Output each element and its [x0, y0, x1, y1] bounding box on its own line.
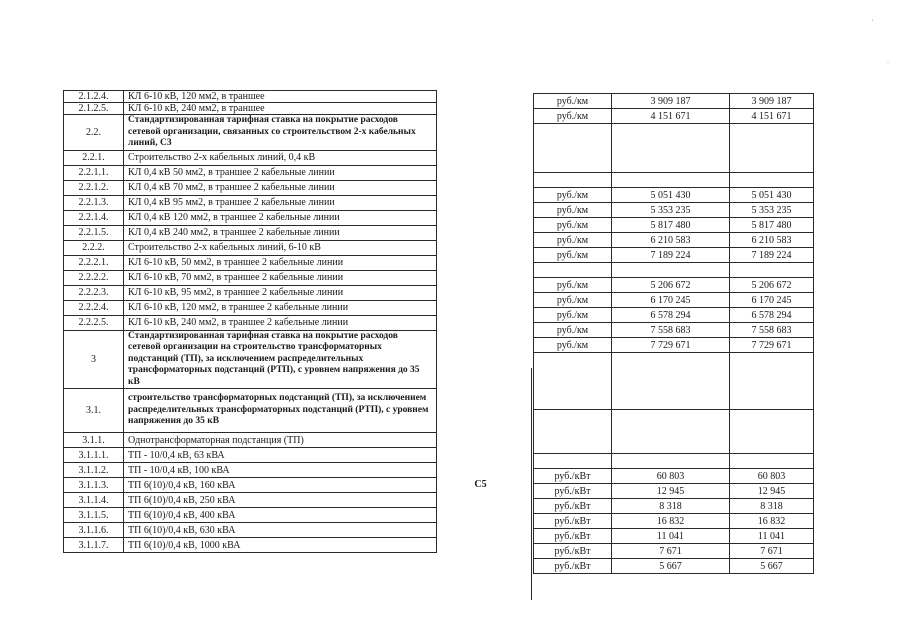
- row-number: 2.2.2.3.: [64, 285, 124, 300]
- table-row: [534, 263, 814, 278]
- row-name: Строительство 2-х кабельных линий, 6-10 кВ: [124, 240, 437, 255]
- value-cell-2: [730, 263, 814, 278]
- unit-cell: руб./км: [534, 218, 612, 233]
- value-cell-1: 60 803: [612, 469, 730, 484]
- table-row: [534, 188, 814, 203]
- value-cell-1: 5 667: [612, 559, 730, 574]
- row-number: 3.1.1.2.: [64, 463, 124, 478]
- value-cell-2: 5 817 480: [730, 218, 814, 233]
- table-row: [534, 410, 814, 454]
- row-name: КЛ 6-10 кВ, 50 мм2, в траншее 2 кабельные линии: [124, 255, 437, 270]
- table-row: [534, 469, 814, 484]
- unit-cell: руб./кВт: [534, 544, 612, 559]
- left-table-body: [64, 91, 437, 553]
- row-number: 3.1.: [64, 389, 124, 433]
- unit-cell: руб./км: [534, 188, 612, 203]
- row-name: Однотрансформаторная подстанция (ТП): [124, 433, 437, 448]
- unit-cell: [534, 124, 612, 173]
- value-cell-1: 12 945: [612, 484, 730, 499]
- unit-cell: руб./км: [534, 278, 612, 293]
- table-row: [534, 218, 814, 233]
- table-row: [64, 285, 437, 300]
- row-name: КЛ 0,4 кВ 50 мм2, в траншее 2 кабельные линии: [124, 165, 437, 180]
- value-cell-2: 8 318: [730, 499, 814, 514]
- value-cell-2: 11 041: [730, 529, 814, 544]
- table-row: [64, 538, 437, 553]
- row-number: 3.1.1.3.: [64, 478, 124, 493]
- value-cell-1: 4 151 671: [612, 109, 730, 124]
- right-table: [533, 93, 814, 574]
- value-cell-2: 60 803: [730, 469, 814, 484]
- table-row: [64, 195, 437, 210]
- table-row: [64, 270, 437, 285]
- row-number: 2.1.2.5.: [64, 103, 124, 115]
- table-row: [534, 124, 814, 173]
- code-label: С5: [474, 478, 487, 490]
- unit-cell: руб./кВт: [534, 529, 612, 544]
- row-number: 2.2.1.3.: [64, 195, 124, 210]
- value-cell-1: [612, 173, 730, 188]
- row-number: 2.1.2.4.: [64, 91, 124, 103]
- value-cell-2: 4 151 671: [730, 109, 814, 124]
- row-name: Стандартизированная тарифная ставка на покрытие расходов сетевой организации, связанных со строительством 2-х кабельных линий, С3: [124, 115, 437, 151]
- unit-cell: [534, 263, 612, 278]
- row-number: 3.1.1.5.: [64, 508, 124, 523]
- table-row: [534, 454, 814, 469]
- unit-cell: руб./кВт: [534, 514, 612, 529]
- row-number: 2.2.1.2.: [64, 180, 124, 195]
- scan-mark: ': [872, 18, 874, 27]
- row-name: КЛ 6-10 кВ, 240 мм2, в траншее: [124, 103, 437, 115]
- row-name: КЛ 0,4 кВ 70 мм2, в траншее 2 кабельные линии: [124, 180, 437, 195]
- table-row: [534, 353, 814, 410]
- value-cell-1: 6 578 294: [612, 308, 730, 323]
- row-number: 2.2.2.4.: [64, 300, 124, 315]
- table-row: [534, 293, 814, 308]
- value-cell-1: 7 729 671: [612, 338, 730, 353]
- table-row: [64, 493, 437, 508]
- value-cell-2: 7 729 671: [730, 338, 814, 353]
- value-cell-2: 7 671: [730, 544, 814, 559]
- value-cell-2: [730, 410, 814, 454]
- row-name: строительство трансформаторных подстанций (ТП), за исключением распределительных трансформаторных подстанций (РТП), с уровнем напряжения до 35 кВ: [124, 389, 437, 433]
- unit-cell: руб./км: [534, 323, 612, 338]
- value-cell-1: 5 051 430: [612, 188, 730, 203]
- value-cell-1: 7 671: [612, 544, 730, 559]
- value-cell-1: [612, 263, 730, 278]
- table-row: [64, 255, 437, 270]
- value-cell-2: 12 945: [730, 484, 814, 499]
- unit-cell: руб./кВт: [534, 559, 612, 574]
- row-name: ТП - 10/0,4 кВ, 100 кВА: [124, 463, 437, 478]
- unit-cell: руб./км: [534, 248, 612, 263]
- table-row: [64, 478, 437, 493]
- table-row: [64, 165, 437, 180]
- table-row: [64, 523, 437, 538]
- table-row: [64, 91, 437, 103]
- code-cell: [430, 368, 532, 600]
- row-number: 2.2.: [64, 115, 124, 151]
- scan-mark: .: [887, 56, 889, 65]
- row-number: 2.2.1.4.: [64, 210, 124, 225]
- value-cell-2: 3 909 187: [730, 94, 814, 109]
- table-row: [64, 210, 437, 225]
- table-row: [534, 338, 814, 353]
- row-name: Стандартизированная тарифная ставка на покрытие расходов сетевой организации на строительство трансформаторных подстанций (ТП), за исключением распределительных трансформаторных подстанций (РТП), с уровнем напряжения до 35 кВ: [124, 330, 437, 389]
- value-cell-2: [730, 124, 814, 173]
- row-name: КЛ 6-10 кВ, 240 мм2, в траншее 2 кабельные линии: [124, 315, 437, 330]
- table-row: [64, 389, 437, 433]
- row-number: 2.2.2.: [64, 240, 124, 255]
- row-name: ТП 6(10)/0,4 кВ, 630 кВА: [124, 523, 437, 538]
- value-cell-1: 5 817 480: [612, 218, 730, 233]
- unit-cell: руб./км: [534, 109, 612, 124]
- unit-cell: [534, 353, 612, 410]
- value-cell-1: 8 318: [612, 499, 730, 514]
- row-number: 2.2.1.5.: [64, 225, 124, 240]
- value-cell-2: 5 051 430: [730, 188, 814, 203]
- row-number: 3.1.1.6.: [64, 523, 124, 538]
- row-number: 3.1.1.1.: [64, 448, 124, 463]
- table-row: [534, 559, 814, 574]
- unit-cell: руб./км: [534, 203, 612, 218]
- unit-cell: руб./км: [534, 338, 612, 353]
- value-cell-1: 6 210 583: [612, 233, 730, 248]
- table-row: [534, 308, 814, 323]
- unit-cell: руб./кВт: [534, 484, 612, 499]
- value-cell-1: 11 041: [612, 529, 730, 544]
- row-name: КЛ 0,4 кВ 120 мм2, в траншее 2 кабельные линии: [124, 210, 437, 225]
- row-name: ТП 6(10)/0,4 кВ, 400 кВА: [124, 508, 437, 523]
- value-cell-1: 7 558 683: [612, 323, 730, 338]
- right-table-body: [534, 94, 814, 574]
- row-name: ТП 6(10)/0,4 кВ, 250 кВА: [124, 493, 437, 508]
- value-cell-2: 6 210 583: [730, 233, 814, 248]
- row-name: КЛ 6-10 кВ, 95 мм2, в траншее 2 кабельные линии: [124, 285, 437, 300]
- value-cell-2: 5 353 235: [730, 203, 814, 218]
- table-row: [64, 463, 437, 478]
- table-row: [534, 248, 814, 263]
- value-cell-1: 5 353 235: [612, 203, 730, 218]
- value-cell-1: [612, 454, 730, 469]
- value-cell-1: 7 189 224: [612, 248, 730, 263]
- unit-cell: руб./км: [534, 308, 612, 323]
- value-cell-2: 7 558 683: [730, 323, 814, 338]
- table-row: [64, 225, 437, 240]
- value-cell-1: 6 170 245: [612, 293, 730, 308]
- unit-cell: руб./км: [534, 233, 612, 248]
- value-cell-2: 6 578 294: [730, 308, 814, 323]
- table-row: [534, 529, 814, 544]
- value-cell-1: 16 832: [612, 514, 730, 529]
- row-name: КЛ 6-10 кВ, 70 мм2, в траншее 2 кабельные линии: [124, 270, 437, 285]
- value-cell-1: [612, 124, 730, 173]
- value-cell-1: 3 909 187: [612, 94, 730, 109]
- row-number: 3.1.1.7.: [64, 538, 124, 553]
- value-cell-2: 5 206 672: [730, 278, 814, 293]
- row-name: КЛ 0,4 кВ 95 мм2, в траншее 2 кабельные линии: [124, 195, 437, 210]
- value-cell-1: [612, 410, 730, 454]
- value-cell-2: 7 189 224: [730, 248, 814, 263]
- table-row: [534, 484, 814, 499]
- unit-cell: руб./кВт: [534, 499, 612, 514]
- row-name: КЛ 6-10 кВ, 120 мм2, в траншее: [124, 91, 437, 103]
- table-row: [534, 203, 814, 218]
- row-number: 2.2.1.: [64, 150, 124, 165]
- table-row: [534, 94, 814, 109]
- value-cell-2: [730, 173, 814, 188]
- row-name: ТП 6(10)/0,4 кВ, 1000 кВА: [124, 538, 437, 553]
- value-cell-1: 5 206 672: [612, 278, 730, 293]
- table-row: [64, 300, 437, 315]
- table-row: [534, 544, 814, 559]
- unit-cell: [534, 173, 612, 188]
- table-row: [64, 330, 437, 389]
- row-name: ТП 6(10)/0,4 кВ, 160 кВА: [124, 478, 437, 493]
- row-number: 2.2.1.1.: [64, 165, 124, 180]
- table-row: [64, 433, 437, 448]
- table-row: [64, 103, 437, 115]
- table-row: [64, 448, 437, 463]
- unit-cell: руб./км: [534, 94, 612, 109]
- table-row: [64, 315, 437, 330]
- unit-cell: [534, 410, 612, 454]
- row-name: КЛ 6-10 кВ, 120 мм2, в траншее 2 кабельные линии: [124, 300, 437, 315]
- value-cell-2: 16 832: [730, 514, 814, 529]
- row-number: 2.2.2.2.: [64, 270, 124, 285]
- row-name: Строительство 2-х кабельных линий, 0,4 кВ: [124, 150, 437, 165]
- row-number: 2.2.2.5.: [64, 315, 124, 330]
- table-row: [534, 278, 814, 293]
- value-cell-2: [730, 454, 814, 469]
- table-row: [64, 508, 437, 523]
- table-row: [64, 240, 437, 255]
- table-row: [64, 180, 437, 195]
- value-cell-2: 5 667: [730, 559, 814, 574]
- row-name: КЛ 0,4 кВ 240 мм2, в траншее 2 кабельные линии: [124, 225, 437, 240]
- unit-cell: [534, 454, 612, 469]
- table-row: [64, 115, 437, 151]
- row-number: 2.2.2.1.: [64, 255, 124, 270]
- value-cell-2: 6 170 245: [730, 293, 814, 308]
- table-row: [534, 514, 814, 529]
- row-number: 3: [64, 330, 124, 389]
- table-row: [534, 323, 814, 338]
- table-row: [534, 109, 814, 124]
- left-table: [63, 90, 437, 553]
- value-cell-2: [730, 353, 814, 410]
- table-row: [534, 499, 814, 514]
- table-row: [534, 233, 814, 248]
- table-row: [534, 173, 814, 188]
- row-number: 3.1.1.: [64, 433, 124, 448]
- unit-cell: руб./кВт: [534, 469, 612, 484]
- row-name: ТП - 10/0,4 кВ, 63 кВА: [124, 448, 437, 463]
- table-row: [64, 150, 437, 165]
- unit-cell: руб./км: [534, 293, 612, 308]
- row-number: 3.1.1.4.: [64, 493, 124, 508]
- value-cell-1: [612, 353, 730, 410]
